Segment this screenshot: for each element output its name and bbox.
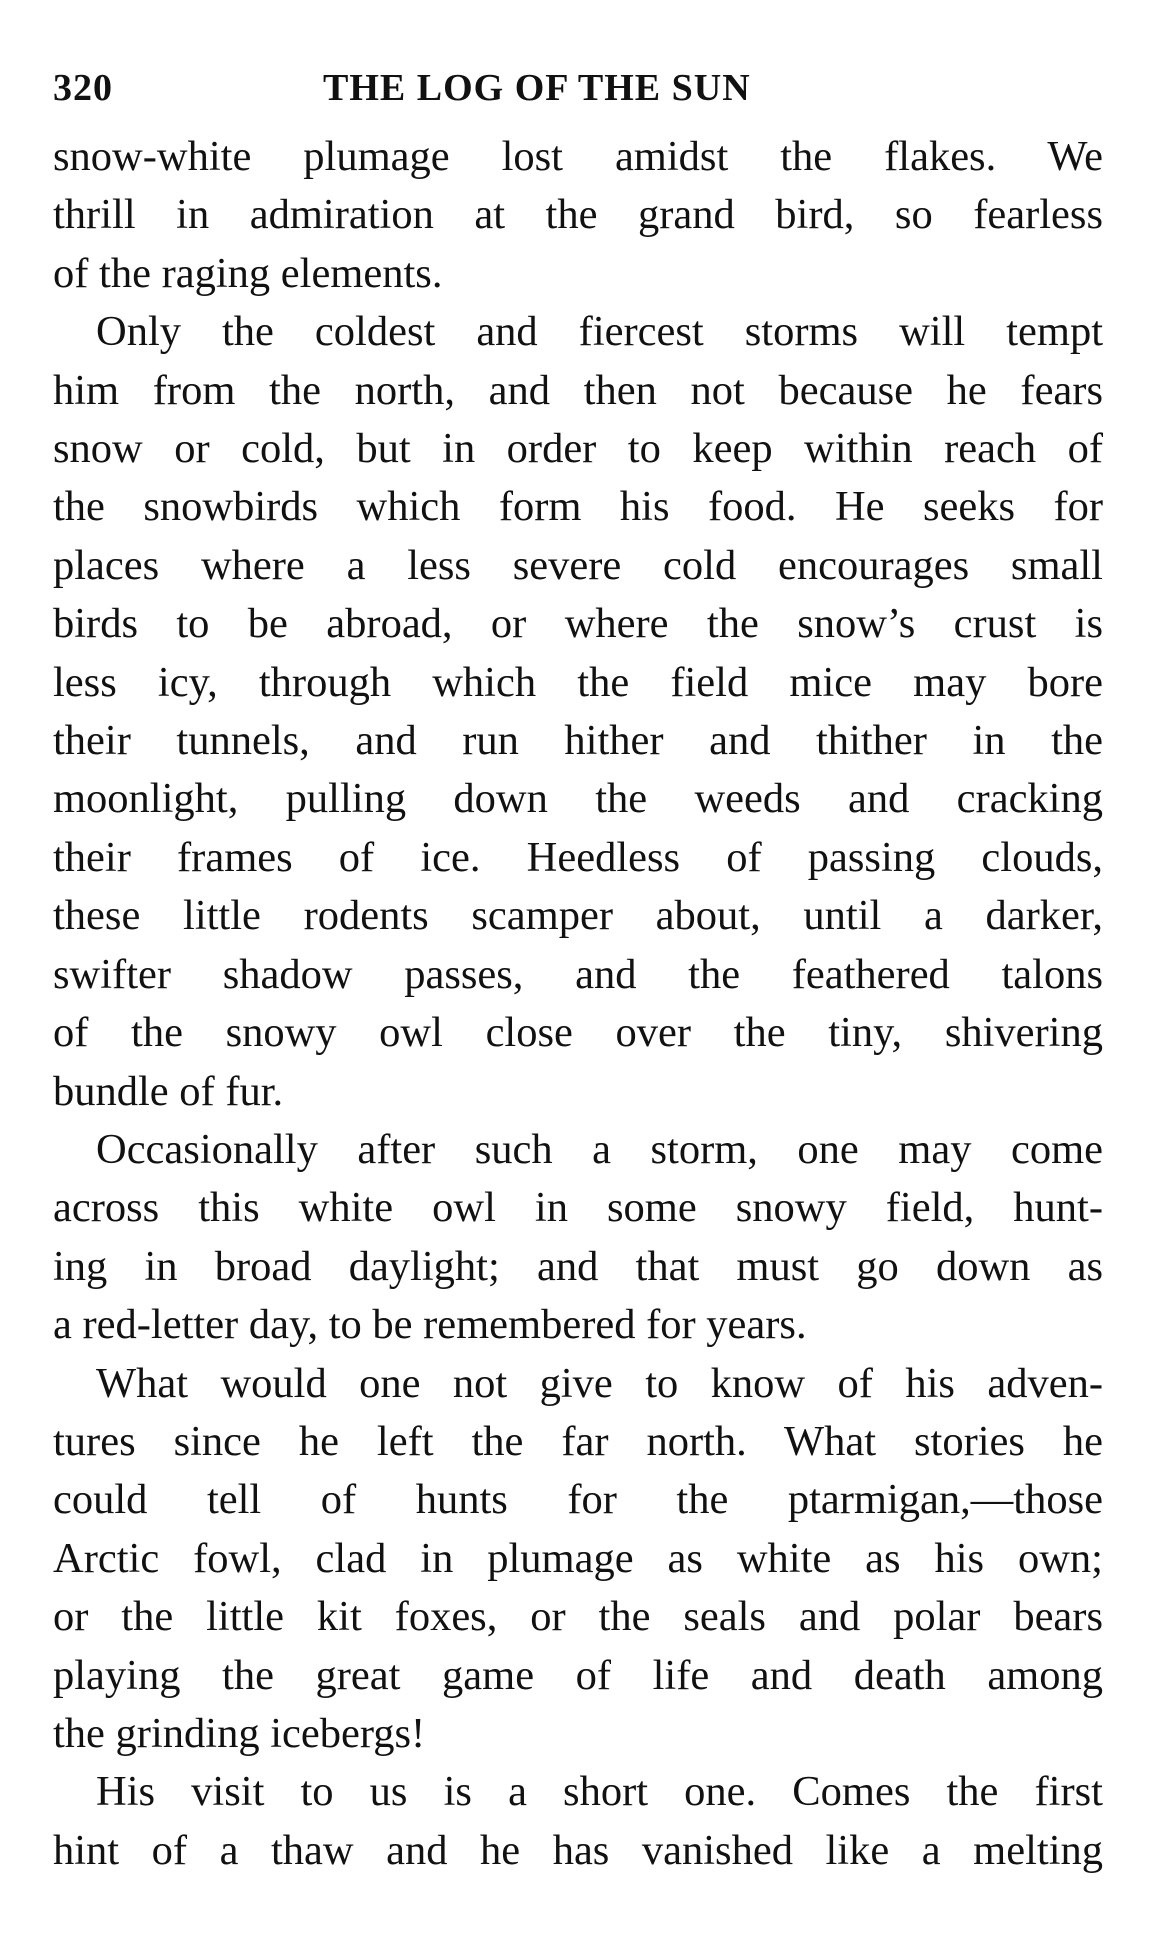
text-line: their frames of ice. Heedless of passing clouds, <box>53 833 1103 881</box>
text-line: Occasionally after such a storm, one may come <box>96 1125 1103 1173</box>
text-line: moonlight, pulling down the weeds and cracking <box>53 775 1103 823</box>
text-line: of the raging elements. <box>53 249 443 297</box>
text-line: him from the north, and then not because he fears <box>53 366 1103 414</box>
text-line: places where a less severe cold encourages small <box>53 541 1103 589</box>
text-line: birds to be abroad, or where the snow’s crust is <box>53 600 1103 648</box>
text-line: tures since he left the far north. What stories he <box>53 1417 1103 1465</box>
paragraph-3 <box>53 1121 1103 1355</box>
text-line: What would one not give to know of his adven- <box>96 1359 1103 1407</box>
text-line: swifter shadow passes, and the feathered talons <box>53 950 1103 998</box>
book-title: THE LOG OF THE SUN <box>323 67 751 109</box>
text-line: or the little kit foxes, or the seals and polar bears <box>53 1593 1103 1641</box>
text-line: these little rodents scamper about, until a darker, <box>53 892 1103 940</box>
body-text <box>53 128 1103 1880</box>
text-line: thrill in admiration at the grand bird, so fearless <box>53 191 1103 239</box>
text-line: hint of a thaw and he has vanished like a melting <box>53 1826 1103 1874</box>
paragraph-2 <box>53 303 1103 1121</box>
text-line: playing the great game of life and death among <box>53 1651 1103 1699</box>
text-line: snow or cold, but in order to keep within reach of <box>53 425 1103 473</box>
text-line: bundle of fur. <box>53 1067 284 1115</box>
text-line: His visit to us is a short one. Comes the first <box>96 1768 1103 1816</box>
paragraph-1 <box>53 128 1103 303</box>
text-line: a red-letter day, to be remembered for years. <box>53 1301 807 1349</box>
text-line: the grinding icebergs! <box>53 1709 426 1757</box>
paragraph-5 <box>53 1763 1103 1880</box>
text-line: snow-white plumage lost amidst the flakes. We <box>53 133 1103 180</box>
text-line: Only the coldest and fiercest storms will tempt <box>96 308 1103 356</box>
book-page <box>53 58 1103 1880</box>
text-line: the snowbirds which form his food. He seeks for <box>53 483 1103 531</box>
text-line: across this white owl in some snowy field, hunt- <box>53 1184 1103 1232</box>
running-head <box>53 58 1103 128</box>
text-line: ing in broad daylight; and that must go down as <box>53 1242 1103 1290</box>
text-line: Arctic fowl, clad in plumage as white as his own; <box>53 1534 1103 1582</box>
text-line: of the snowy owl close over the tiny, shivering <box>53 1009 1103 1057</box>
text-line: less icy, through which the field mice may bore <box>53 658 1103 706</box>
text-line: their tunnels, and run hither and thither in the <box>53 717 1103 765</box>
text-line: could tell of hunts for the ptarmigan,—those <box>53 1476 1103 1524</box>
page-number: 320 <box>53 67 113 109</box>
paragraph-4 <box>53 1355 1103 1764</box>
